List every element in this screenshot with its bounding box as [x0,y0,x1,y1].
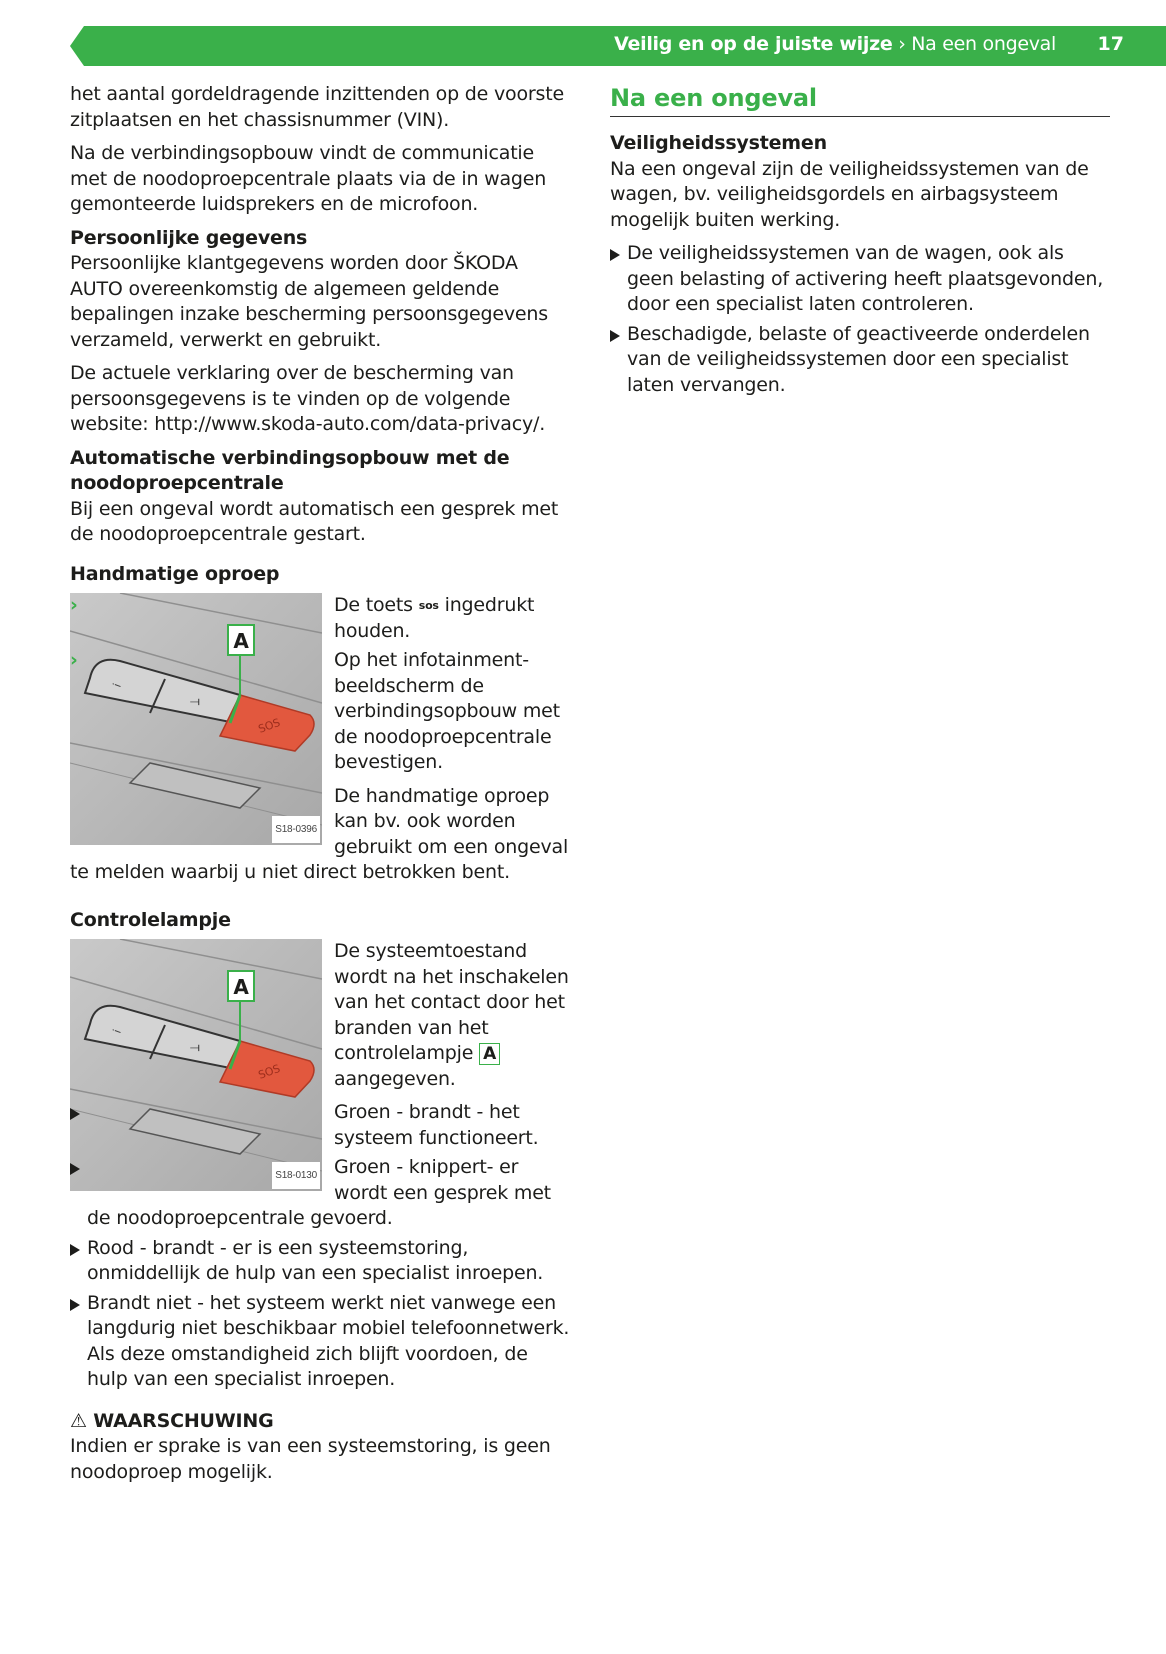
list-item: Groen - brandt - het systeem functioneert. [70,1100,570,1151]
breadcrumb-separator: › [898,33,906,55]
breadcrumb-section[interactable]: Veilig en op de juiste wijze [614,33,893,55]
list-item: › De toets sos ingedrukt houden. [70,594,535,642]
manual-steps [70,593,570,776]
section-heading-personal: Persoonlijke gegevens [70,226,308,249]
breadcrumb-subsection[interactable]: Na een ongeval [911,33,1056,55]
paragraph: De systeemtoestand wordt na het inschakelen van het contact door het branden van het controlelampje A aangegeven. [334,940,569,1090]
paragraph: Na een ongeval zijn de veiligheidssystemen van de wagen, bv. veiligheidsgordels en airbagsysteem mogelijk buiten werking. [610,157,1089,231]
paragraph: Persoonlijke klantgegevens worden door ŠKODA AUTO overeenkomstig de algemeen geldende bepalingen inzake bescherming persoonsgegevens verzameld, verwerkt en gebruikt. [70,252,548,351]
section-heading-manual: Handmatige oproep [70,562,280,585]
svg-text:i: i [110,681,124,690]
warning-heading: ⚠ WAARSCHUWING [70,1409,274,1432]
right-column [610,82,1110,406]
triangle-bullet-icon [610,249,620,261]
chevron-right-icon: › [70,649,78,671]
figure-control-lamp [70,939,322,1191]
paragraph: De handmatige oproep kan bv. ook worden gebruikt om een ongeval te melden waarbij u niet direct betrokken bent. [70,784,569,883]
callout-a-inline: A [479,1043,500,1065]
header-banner [70,26,1166,66]
callout-a: A [233,629,249,653]
paragraph: Bij een ongeval wordt automatisch een gesprek met de noodoproepcentrale gestart. [70,497,559,545]
section-title: Na een ongeval [610,82,1110,117]
paragraph: het aantal gordeldragende inzittenden op de voorste zitplaatsen en het chassisnummer (VIN). [70,83,564,131]
triangle-bullet-icon [610,330,620,342]
svg-text:⟞: ⟞ [190,694,200,708]
svg-text:i: i [110,1027,124,1036]
left-column [70,82,570,1493]
sos-button-icon: sos [418,599,439,612]
figure-code: S18-0396 [272,816,320,844]
paragraph-privacy-link: De actuele verklaring over de bescherming van persoonsgegevens is te vinden op de volgende website: http://www.skoda-auto.com/data-privacy/. [70,362,546,435]
breadcrumb [614,33,1056,55]
triangle-bullet-icon [70,1163,80,1175]
list-item: › Op het infotainment-beeldscherm de verbindingsopbouw met de noodoproepcentrale bevestigen. [70,649,560,773]
subsection-heading: Veiligheidssystemen [610,132,827,154]
list-item: Groen - knippert- er wordt een gesprek met de noodoproepcentrale gevoerd. [70,1155,570,1232]
list-item: Rood - brandt - er is een systeemstoring, onmiddellijk de hulp van een specialist inroepen. [70,1236,570,1287]
svg-text:SOS: SOS [256,716,282,736]
paragraph: Na de verbindingsopbouw vindt de communicatie met de noodoproepcentrale plaats via de in wagen gemonteerde luidsprekers en de microfoon. [70,142,547,215]
triangle-bullet-icon [70,1299,80,1311]
triangle-bullet-icon [70,1108,80,1120]
section-heading-auto: Automatische verbindingsopbouw met de noodoproepcentrale [70,446,510,494]
safety-list [610,241,1110,398]
callout-a: A [233,975,249,999]
button-panel-illustration [70,939,322,1191]
figure-code: S18-0130 [272,1162,320,1190]
lamp-status-list [70,1100,570,1393]
chevron-right-icon: › [70,594,78,616]
triangle-bullet-icon [70,1244,80,1256]
svg-text:⟞: ⟞ [190,1040,200,1054]
list-item: Brandt niet - het systeem werkt niet vanwege een langdurig niet beschikbaar mobiel telefoonnetwerk. Als deze omstandigheid zich blijft voordoen, de hulp van een specialist inroepen. [70,1291,570,1393]
list-item: De veiligheidssystemen van de wagen, ook als geen belasting of activering heeft plaatsgevonden, door een specialist laten controleren. [610,241,1110,318]
page-number: 17 [1097,33,1124,55]
warning-triangle-icon: ⚠ [70,1409,87,1432]
svg-text:SOS: SOS [256,1062,282,1082]
list-item: Beschadigde, belaste of geactiveerde onderdelen van de veiligheidssystemen door een specialist laten vervangen. [610,322,1110,399]
section-heading-lamp: Controlelampje [70,908,231,931]
warning-text: Indien er sprake is van een systeemstoring, is geen noodoproep mogelijk. [70,1435,551,1483]
